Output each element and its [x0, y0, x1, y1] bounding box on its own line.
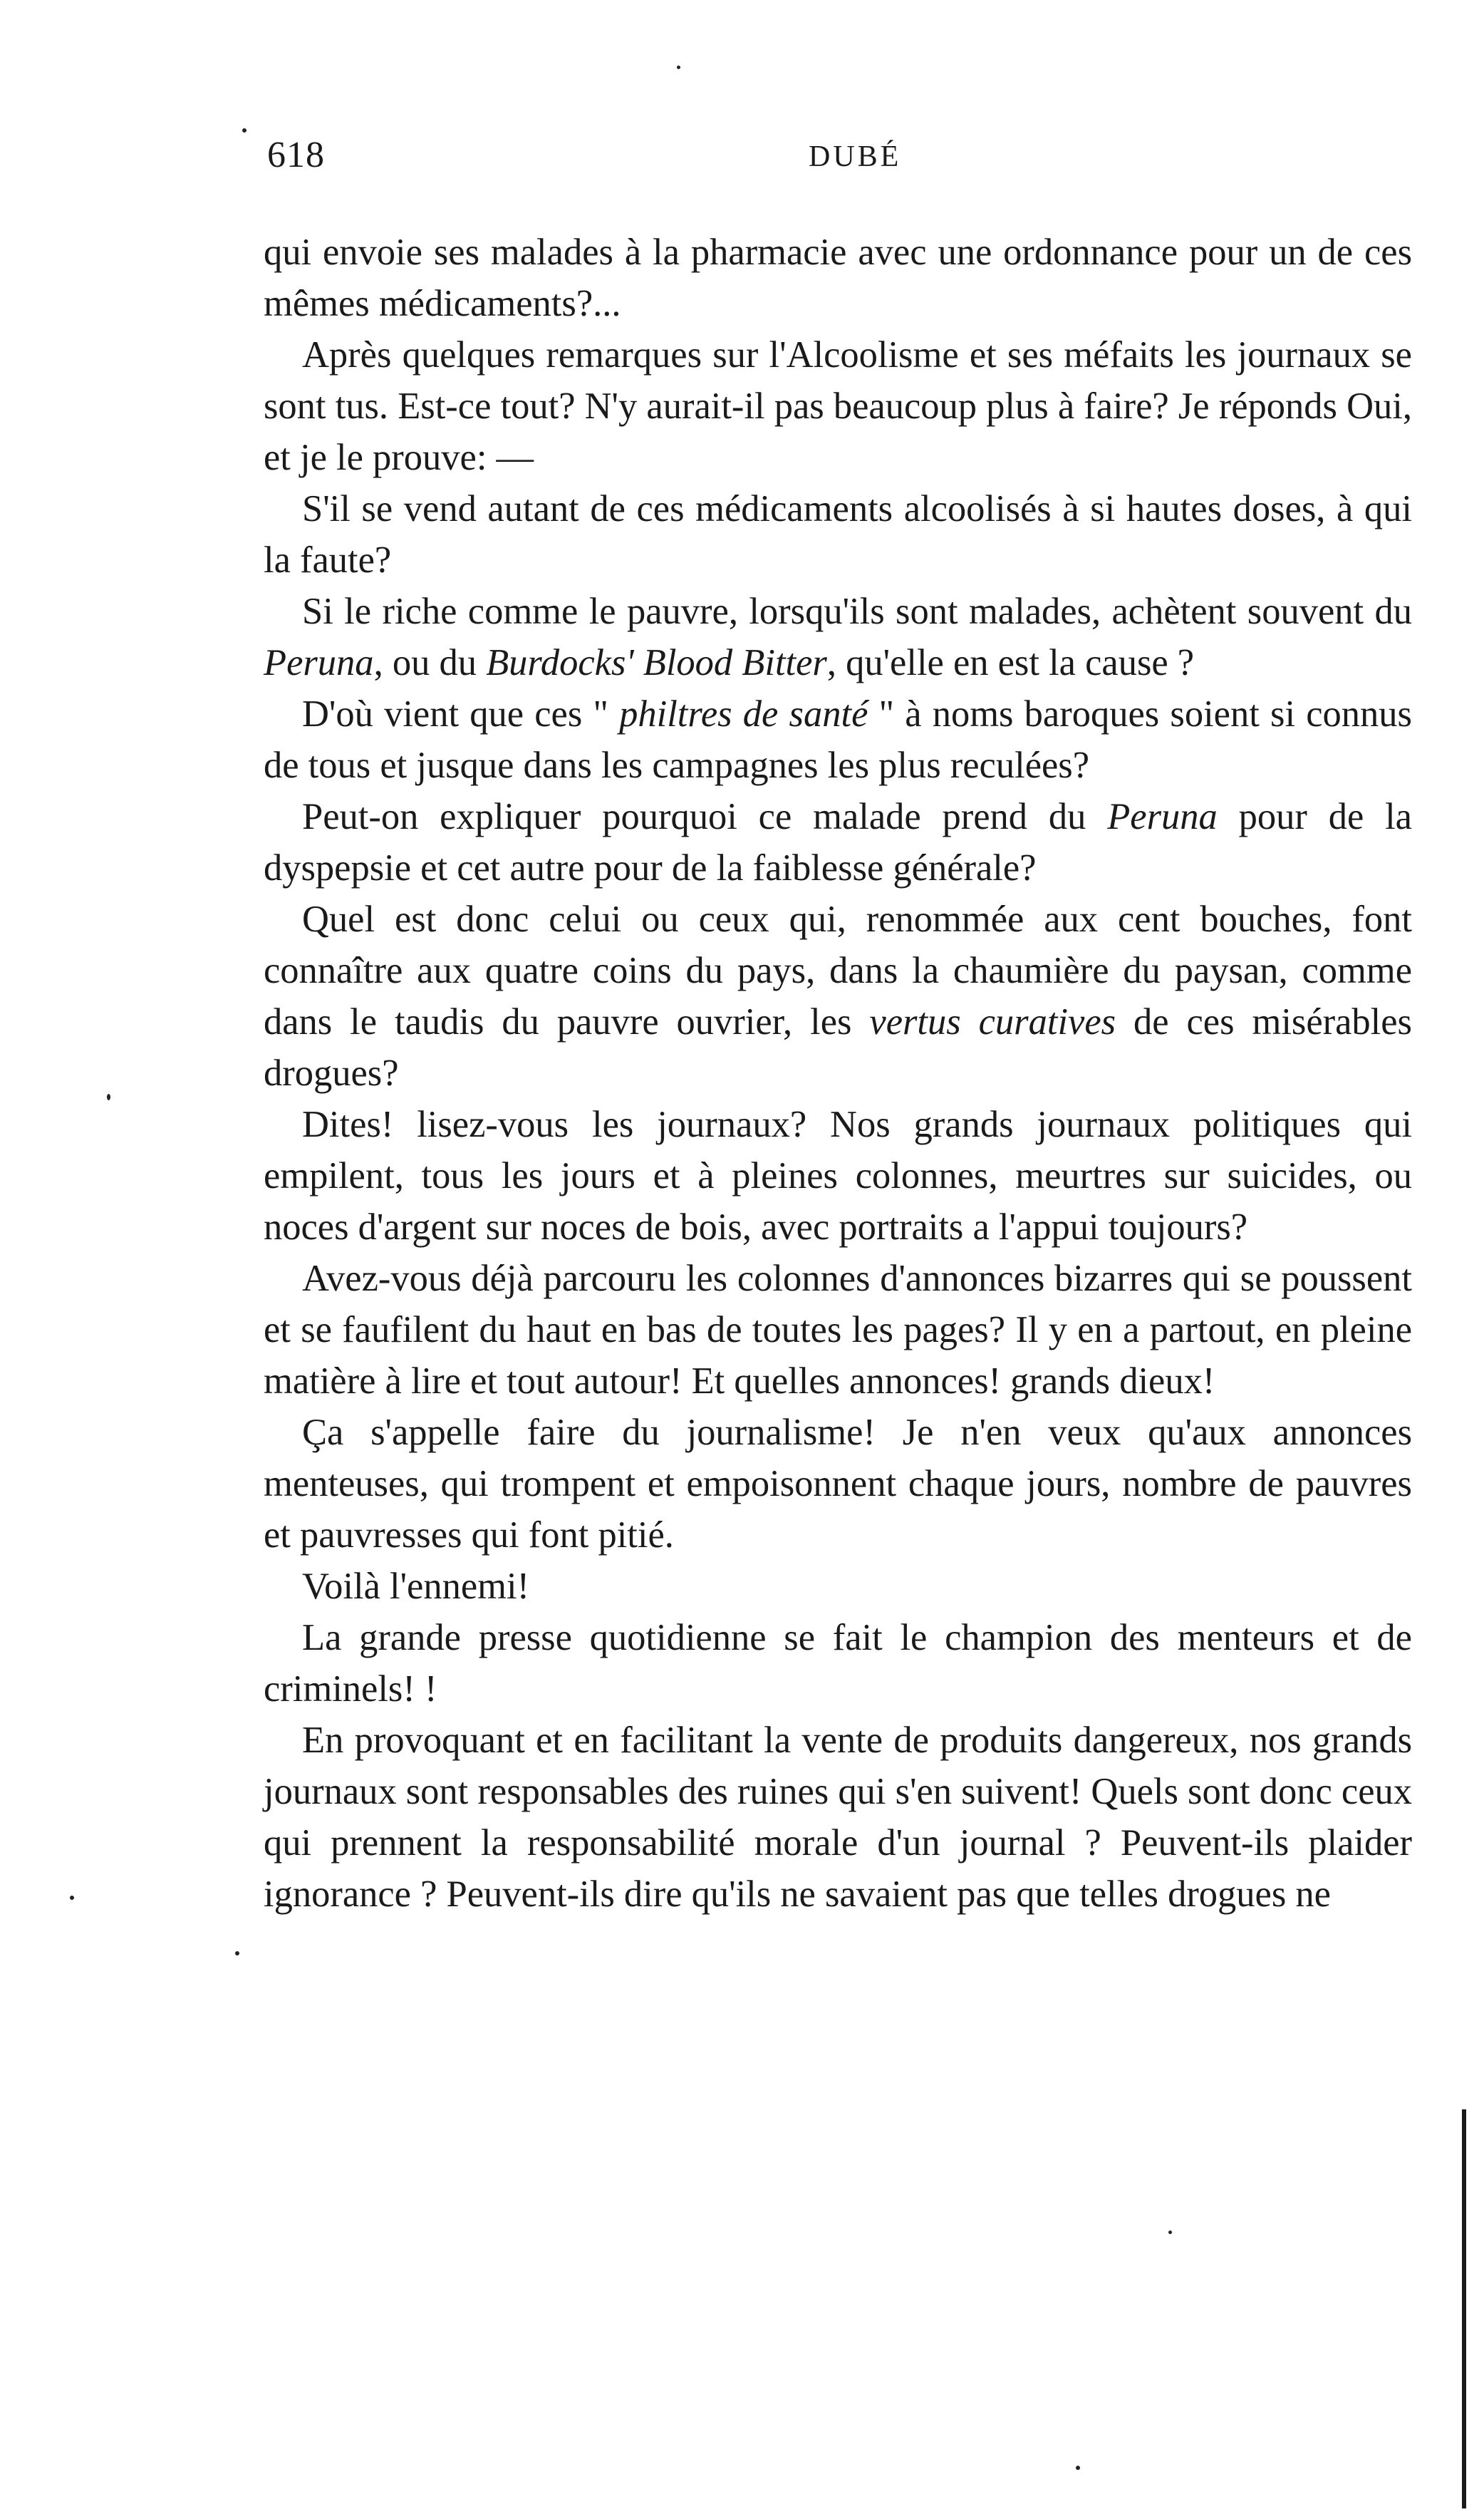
italic-text-run: vertus curatives: [869, 1001, 1116, 1043]
running-head: DUBÉ: [809, 140, 902, 173]
paragraph: [264, 1099, 1412, 1253]
text-run: Peut-on expliquer pourquoi ce malade prend du: [302, 796, 1108, 837]
scan-speck: [107, 1094, 110, 1100]
text-run: , qu'elle en est la cause ?: [826, 642, 1195, 683]
paragraph: [264, 329, 1412, 483]
italic-text-run: Burdocks' Blood Bitter: [486, 642, 827, 683]
text-run: D'où vient que ces ": [302, 693, 620, 735]
text-run: qui envoie ses malades à la pharmacie avec une ordonnance pour un de ces mêmes médicaments?...: [264, 232, 1412, 324]
text-run: La grande presse quotidienne se fait le champion des menteurs et de criminels! !: [264, 1617, 1412, 1710]
text-run: pour de la dyspepsie et cet autre pour de la faiblesse générale?: [264, 796, 1412, 889]
body-text: [264, 227, 1412, 1920]
page-number: 618: [267, 135, 325, 175]
page-header: [267, 134, 1421, 184]
text-run: Après quelques remarques sur l'Alcoolisme et ses méfaits les journaux se sont tus. Est-ce tout? N'y aurait-il pas beaucoup plus à faire? Je réponds Oui, et je le prouve: —: [264, 334, 1412, 478]
italic-text-run: philtres de santé: [619, 693, 868, 735]
scan-speck: [235, 1951, 239, 1955]
text-run: " à noms baroques soient si connus de tous et jusque dans les campagnes les plus reculées?: [264, 693, 1412, 786]
scan-speck: [70, 1896, 74, 1900]
text-run: Dites! lisez-vous les journaux? Nos grands journaux politiques qui empilent, tous les jours et à pleines colonnes, meurtres sur suicides, ou noces d'argent sur noces de bois, avec portraits a l'appui toujours?: [264, 1104, 1412, 1248]
text-run: Si le riche comme le pauvre, lorsqu'ils sont malades, achètent souvent du: [302, 591, 1412, 632]
paragraph: [264, 227, 1412, 329]
text-run: Ça s'appelle faire du journalisme! Je n'en veux qu'aux annonces menteuses, qui trompent et empoisonnent chaque jours, nombre de pauvres et pauvresses qui font pitié.: [264, 1412, 1412, 1556]
paragraph: [264, 1407, 1412, 1561]
paragraph: [264, 894, 1412, 1099]
paragraph: [264, 1561, 1412, 1612]
text-run: , ou du: [373, 642, 487, 683]
text-run: En provoquant et en facilitant la vente de produits dangereux, nos grands journaux sont responsables des ruines qui s'en suivent! Quels sont donc ceux qui prennent la responsabilité morale d'un journal ? Peuvent-ils plaider ignorance ? Peuvent-ils dire qu'ils ne savaient pas que telles drogues ne: [264, 1720, 1412, 1915]
paragraph: [264, 1253, 1412, 1407]
scan-speck: [242, 128, 247, 133]
italic-text-run: Peruna: [1107, 796, 1218, 837]
italic-text-run: Peruna: [264, 642, 374, 683]
paragraph: [264, 1612, 1412, 1715]
text-run: de ces misérables drogues?: [264, 1001, 1412, 1094]
text-run: S'il se vend autant de ces médicaments alcoolisés à si hautes doses, à qui la faute?: [264, 488, 1412, 581]
text-run: Voilà l'ennemi!: [302, 1566, 530, 1607]
page-edge-mark: [1462, 2109, 1466, 2508]
paragraph: [264, 483, 1412, 586]
text-run: Avez-vous déjà parcouru les colonnes d'annonces bizarres qui se poussent et se faufilent du haut en bas de toutes les pages? Il y en a partout, en pleine matière à lire et tout autour! Et quelles annonces! grands dieux!: [264, 1258, 1412, 1402]
paragraph: [264, 791, 1412, 894]
text-run: Quel est donc celui ou ceux qui, renommée aux cent bouches, font connaître aux quatre coins du pays, dans la chaumière du paysan, comme dans le taudis du pauvre ouvrier, les: [264, 899, 1412, 1043]
scan-speck: [677, 66, 680, 69]
scan-speck: [1168, 2231, 1172, 2234]
paragraph: [264, 688, 1412, 791]
scan-speck: [1076, 2466, 1080, 2470]
paragraph: [264, 1715, 1412, 1920]
paragraph: [264, 586, 1412, 688]
